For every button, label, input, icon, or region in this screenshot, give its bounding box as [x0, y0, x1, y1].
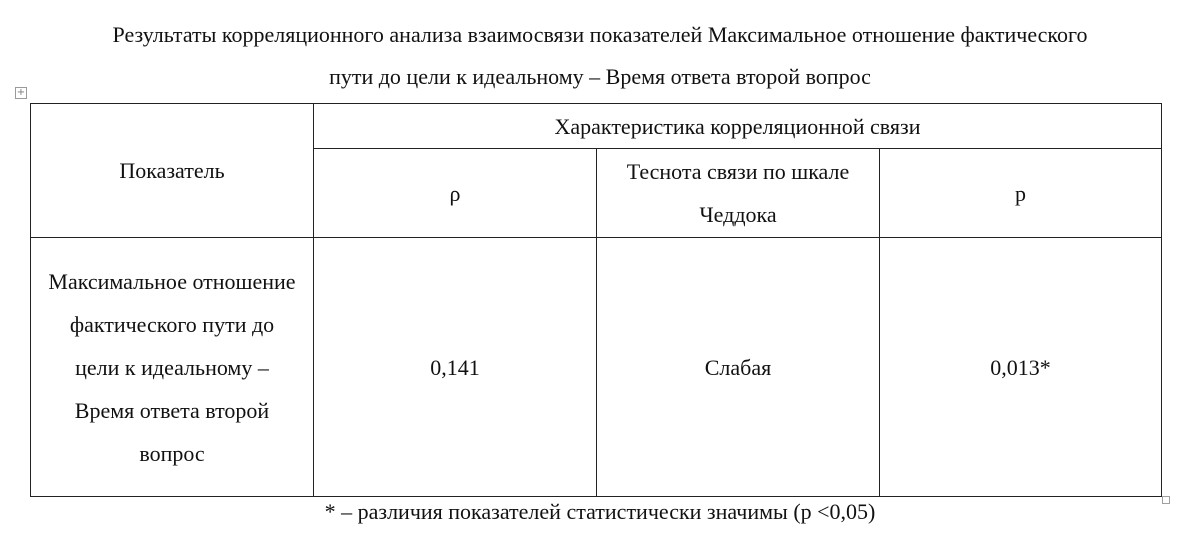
table-move-handle-icon[interactable]: +	[16, 87, 26, 98]
title-line-2: пути до цели к идеальному – Время ответа второй вопрос	[329, 64, 871, 89]
row-indicator-cell	[31, 238, 314, 497]
table-row	[31, 238, 1162, 497]
document-title	[0, 14, 1200, 98]
header-indicator: Показатель	[31, 104, 314, 238]
header-strength: Теснота связи по шкале Чеддока	[626, 159, 850, 227]
header-rho: ρ	[314, 149, 597, 238]
header-strength-cell	[597, 149, 880, 238]
footnote: * – различия показателей статистически значимы (p <0,05)	[324, 499, 876, 524]
title-line-1: Результаты корреляционного анализа взаимосвязи показателей Максимальное отношение фактического	[112, 22, 1088, 47]
row-rho: 0,141	[314, 238, 597, 497]
row-indicator: Максимальное отношение фактического пути до цели к идеальному – Время ответа второй вопрос	[48, 268, 296, 466]
row-p: 0,013*	[880, 238, 1162, 497]
row-strength: Слабая	[597, 238, 880, 497]
header-p: p	[880, 149, 1162, 238]
header-correlation-group: Характеристика корреляционной связи	[314, 104, 1162, 149]
correlation-table	[30, 103, 1162, 497]
